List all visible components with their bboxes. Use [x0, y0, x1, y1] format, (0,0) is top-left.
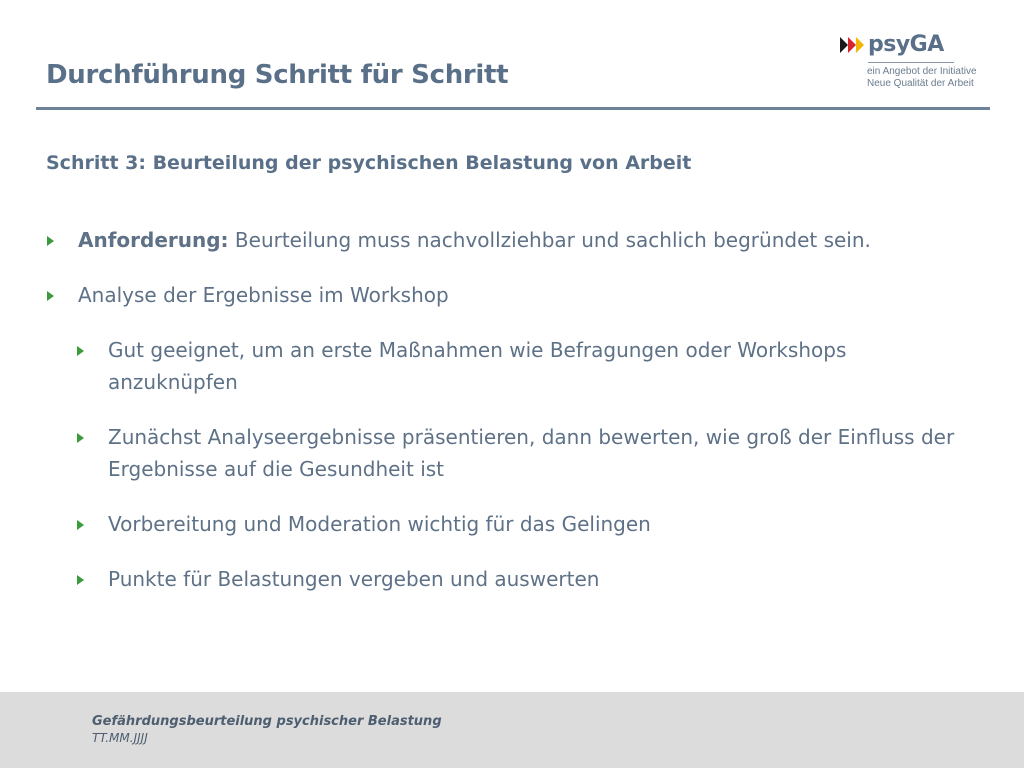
bullet-triangle-icon: [77, 433, 84, 443]
list-item: [46, 421, 976, 485]
slide-title: Durchführung Schritt für Schritt: [46, 60, 509, 90]
logo-divider: [868, 62, 954, 63]
logo-tagline-line-2: Neue Qualität der Arbeit: [867, 78, 974, 89]
logo-tagline: [867, 66, 977, 90]
section-subtitle: Schritt 3: Beurteilung der psychischen Belastung von Arbeit: [46, 152, 692, 174]
logo-wordmark: psyGA: [868, 32, 944, 57]
list-item: [46, 334, 976, 398]
footer-date: TT.MM.JJJJ: [92, 731, 148, 745]
footer-bar: [0, 692, 1024, 768]
list-item-bold: Anforderung:: [78, 228, 229, 252]
logo-arrows-icon: [840, 36, 870, 54]
footer-title: Gefährdungsbeurteilung psychischer Belastung: [92, 714, 442, 729]
bullet-triangle-icon: [77, 520, 84, 530]
bullet-triangle-icon: [47, 291, 54, 301]
list-item: [46, 508, 976, 540]
logo-tagline-line-1: ein Angebot der Initiative: [867, 66, 977, 77]
list-item-text: Beurteilung muss nachvollziehbar und sachlich begründet sein.: [228, 228, 871, 252]
bullet-triangle-icon: [47, 236, 54, 246]
list-item: [46, 563, 976, 595]
list-item-text: Punkte für Belastungen vergeben und auswerten: [108, 567, 600, 591]
title-divider: [36, 107, 990, 110]
list-item-text: Vorbereitung und Moderation wichtig für das Gelingen: [108, 512, 651, 536]
list-item-text: Analyse der Ergebnisse im Workshop: [78, 283, 449, 307]
psyga-logo: [840, 32, 990, 92]
list-item: [46, 279, 976, 311]
bullet-triangle-icon: [77, 346, 84, 356]
bullet-triangle-icon: [77, 575, 84, 585]
bullet-list: [46, 224, 976, 595]
list-item-text: Zunächst Analyseergebnisse präsentieren, dann bewerten, wie groß der Einfluss der Ergebnisse auf die Gesundheit ist: [108, 425, 955, 481]
list-item: [46, 224, 976, 256]
list-item-text: Gut geeignet, um an erste Maßnahmen wie Befragungen oder Workshops anzuknüpfen: [108, 338, 847, 394]
